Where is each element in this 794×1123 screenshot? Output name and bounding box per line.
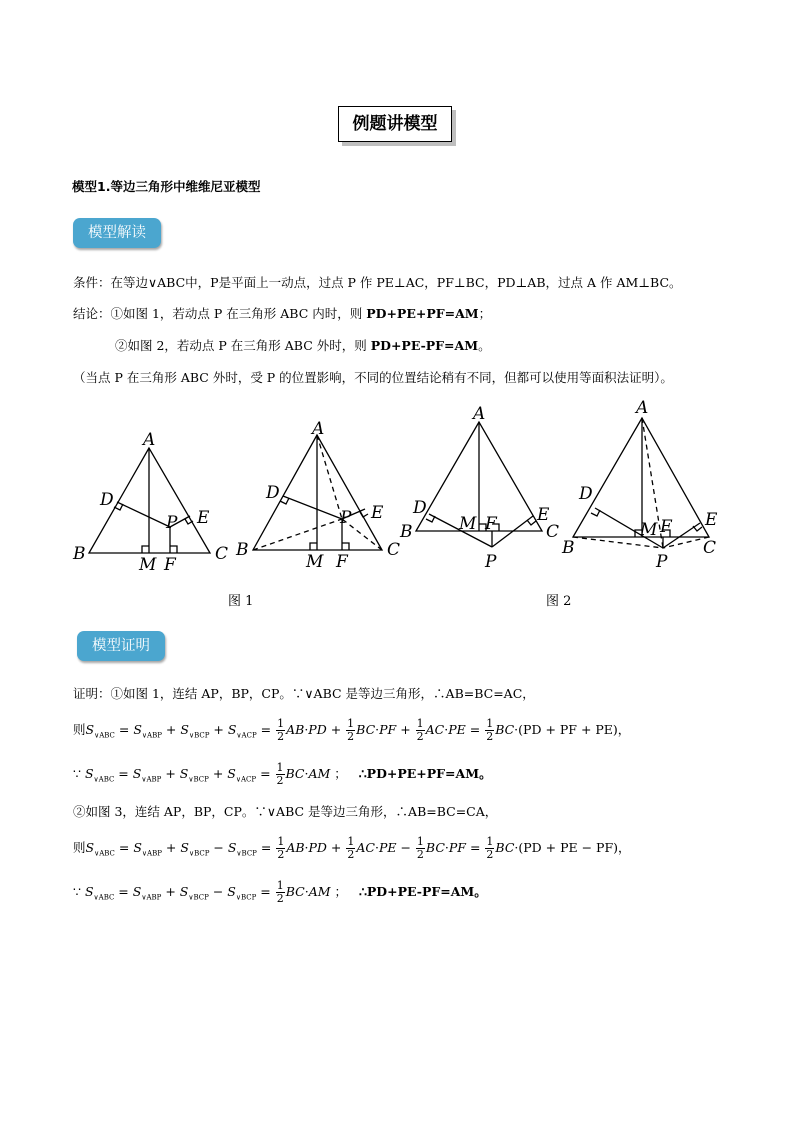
fraction-half: $\frac{1}{2}$ xyxy=(347,835,355,861)
label-e-1b: E xyxy=(371,503,384,523)
label-d-2b: D xyxy=(579,484,593,504)
label-c-2b: C xyxy=(703,538,717,558)
label-p-2a: P xyxy=(485,552,497,572)
label-d-1a: D xyxy=(100,490,114,510)
label-e-1a: E xyxy=(197,508,210,528)
label-a-2b: A xyxy=(636,398,649,418)
proof-line-5: 则$S_{\vee ABC} = S_{\vee ABP} + S_{\vee BCP} - S_{\vee BCP}$ = $\frac{1}{2}$ AB·PD + $\frac{1}{2}$ AC·PE − $\frac{1}{2}$ BC·PF = $\frac{1}{2}$ BC·(PD + PE − PF)， xyxy=(73,835,631,861)
label-b-1b: B xyxy=(236,540,249,560)
label-p-1b: P xyxy=(340,508,352,528)
fraction-half: $\frac{1}{2}$ xyxy=(276,761,284,787)
condition-text: 条件：在等边∨ABC中，P是平面上一动点，过点 P 作 PE⊥AC，PF⊥BC，PD⊥AB，过点 A 作 AM⊥BC。 xyxy=(73,275,682,290)
conclusion-2 xyxy=(115,336,491,354)
proof-line-6: ∵ $S_{\vee ABC} = S_{\vee ABP} + S_{\vee BCP} - S_{\vee BCP}$ = $\frac{1}{2}$ BC·AM ； ∴PD+PE-PF=AM。 xyxy=(73,879,487,905)
proof-line-2-prefix: 则 xyxy=(73,722,86,737)
label-b-2b: B xyxy=(562,538,575,558)
label-m-1a: M xyxy=(139,555,157,575)
conclusion-2-suffix: 。 xyxy=(478,338,491,353)
label-b-2a: B xyxy=(400,522,413,542)
fraction-half: $\frac{1}{2}$ xyxy=(277,835,285,861)
conclusion-1 xyxy=(73,304,491,322)
label-c-1b: C xyxy=(387,540,401,560)
title-box xyxy=(338,106,456,146)
right-angle-f-1a xyxy=(170,546,177,553)
label-f-1a: F xyxy=(164,555,176,575)
label-b-1a: B xyxy=(73,544,86,564)
fraction-half: $\frac{1}{2}$ xyxy=(416,717,424,743)
proof-line-5-prefix: 则 xyxy=(73,840,86,855)
label-p-2b: P xyxy=(656,552,668,572)
geometry-figures xyxy=(60,395,740,580)
proof-line-4: ②如图 3，连结 AP，BP，CP。∵∨ABC 是等边三角形，∴AB=BC=CA， xyxy=(73,804,498,819)
fraction-half: $\frac{1}{2}$ xyxy=(276,879,284,905)
label-m-2b: M xyxy=(640,520,658,540)
figure-1-caption: 图 1 xyxy=(228,594,254,609)
conclusion-1-equation: PD+PE+PF=AM xyxy=(366,306,479,321)
page-title: 例题讲模型 xyxy=(338,106,452,142)
section-label-model-reading: 模型解读 xyxy=(73,218,161,248)
model-heading: 模型1.等边三角形中维维尼亚模型 xyxy=(72,179,261,194)
label-p-1a: P xyxy=(166,513,178,533)
label-d-2a: D xyxy=(413,498,427,518)
proof-line-1: 证明：①如图 1，连结 AP，BP，CP。∵∨ABC 是等边三角形，∴AB=BC=AC， xyxy=(73,686,535,701)
right-angle-m-1a xyxy=(142,546,149,553)
label-m-1b: M xyxy=(306,552,324,572)
proof-line-3: ∵ $S_{\vee ABC} = S_{\vee ABP} + S_{\vee BCP} + S_{\vee ACP}$ = $\frac{1}{2}$ BC·AM ； ∴PD+PE+PF=AM。 xyxy=(73,761,492,787)
fraction-half: $\frac{1}{2}$ xyxy=(277,717,285,743)
conclusion-1-prefix: 结论：①如图 1，若动点 P 在三角形 ABC 内时，则 xyxy=(73,306,367,321)
proof-line-6-conclusion: ∴PD+PE-PF=AM。 xyxy=(358,884,487,899)
conclusion-2-equation: PD+PE-PF=AM xyxy=(370,338,479,353)
label-c-1a: C xyxy=(215,544,229,564)
label-a-1a: A xyxy=(143,430,156,450)
conclusion-2-prefix: ②如图 2，若动点 P 在三角形 ABC 外时，则 xyxy=(115,338,371,353)
proof-line-2-tail: (PD + PF + PE)， xyxy=(518,722,631,737)
right-angle-m-1b xyxy=(310,543,317,550)
label-d-1b: D xyxy=(266,483,280,503)
proof-line-2: 则$S_{\vee ABC} = S_{\vee ABP} + S_{\vee BCP} + S_{\vee ACP}$ = $\frac{1}{2}$ AB·PD + $\frac{1}{2}$ BC·PF + $\frac{1}{2}$ AC·PE = $\frac{1}{2}$ BC·(PD + PF + PE)， xyxy=(73,717,631,743)
figure-2-caption: 图 2 xyxy=(546,594,572,609)
note-text: （当点 P 在三角形 ABC 外时，受 P 的位置影响，不同的位置结论稍有不同，但都可以使用等面积法证明）。 xyxy=(73,370,673,385)
label-e-2a: E xyxy=(537,505,550,525)
label-f-2b: F xyxy=(660,517,672,537)
fraction-half: $\frac{1}{2}$ xyxy=(347,717,355,743)
section-label-model-proof: 模型证明 xyxy=(77,631,165,661)
label-a-1b: A xyxy=(312,419,325,439)
right-angle-f-1b xyxy=(342,543,349,550)
segment-pd-1a xyxy=(117,502,170,527)
proof-line-5-tail: (PD + PE − PF)， xyxy=(518,840,631,855)
label-m-2a: M xyxy=(459,514,477,534)
figure-2a xyxy=(416,422,542,547)
label-c-2a: C xyxy=(546,522,560,542)
dashed-ap-1b xyxy=(317,435,342,519)
dashed-bp-1b xyxy=(253,519,342,550)
conclusion-1-suffix: ； xyxy=(478,306,492,321)
right-angle-e-2a xyxy=(527,520,536,525)
label-f-1b: F xyxy=(336,552,348,572)
right-angle-e-2b xyxy=(693,526,702,531)
label-f-2a: F xyxy=(485,514,497,534)
fraction-half: $\frac{1}{2}$ xyxy=(486,835,494,861)
label-e-2b: E xyxy=(705,510,718,530)
segment-pd-1b xyxy=(283,496,342,519)
right-angle-e-1b xyxy=(360,512,368,517)
label-a-2a: A xyxy=(473,404,486,424)
fraction-half: $\frac{1}{2}$ xyxy=(416,835,424,861)
right-angle-e-1a xyxy=(185,519,193,524)
fraction-half: $\frac{1}{2}$ xyxy=(486,717,494,743)
proof-line-3-conclusion: ∴PD+PE+PF=AM。 xyxy=(358,766,492,781)
